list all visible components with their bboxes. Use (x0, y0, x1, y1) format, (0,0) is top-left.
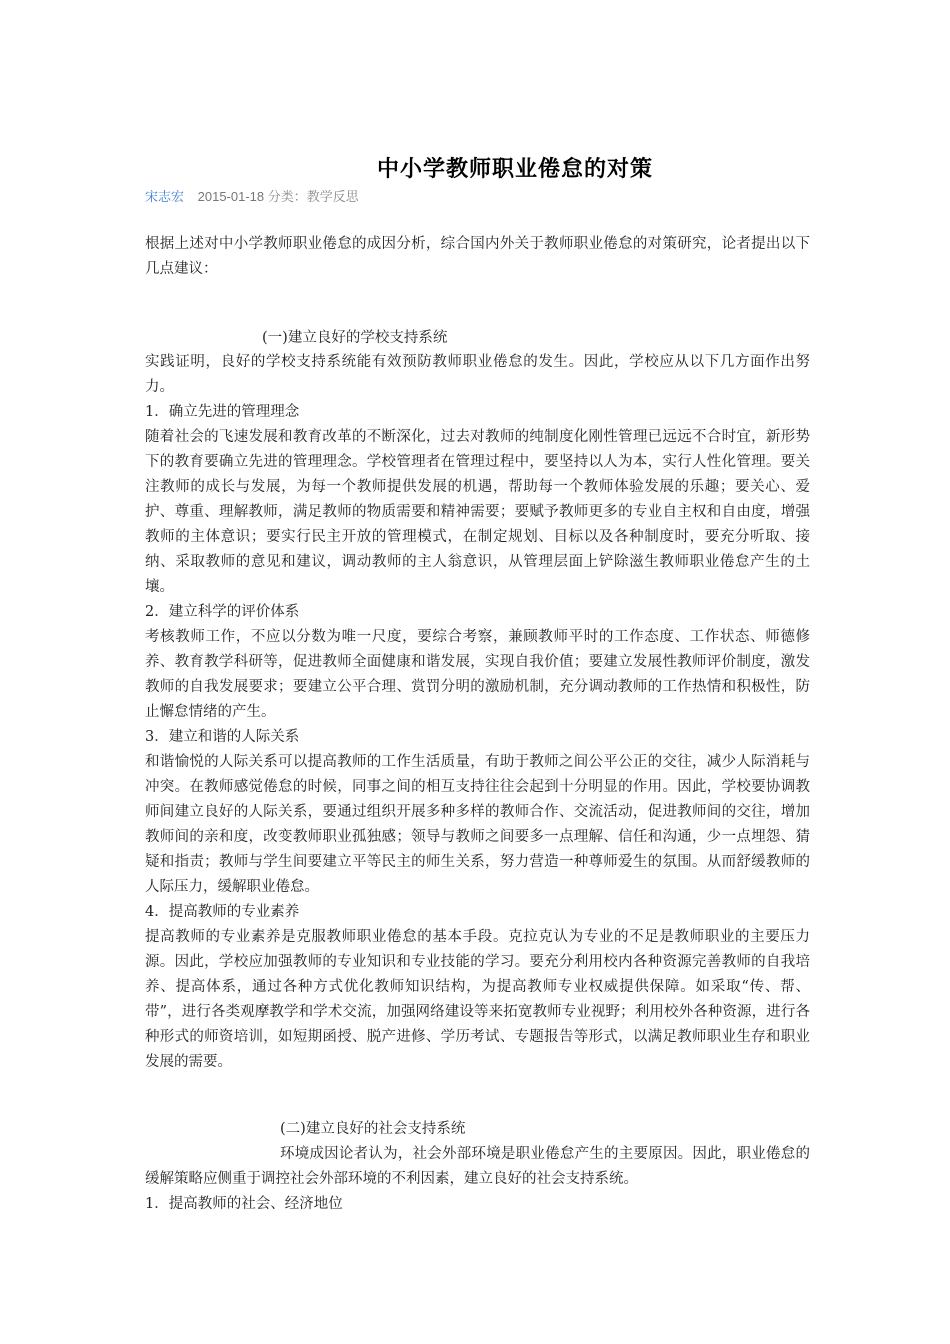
section1-lead: 实践证明，良好的学校支持系统能有效预防教师职业倦怠的发生。因此，学校应从以下几方面作出努力。 (145, 354, 810, 395)
item3-body: 和谐愉悦的人际关系可以提高教师的工作生活质量，有助于教师之间公平公正的交往，减少人际消耗与冲突。在教师感觉倦怠的时候，同事之间的相互支持往往会起到十分明显的作用。因此，学校要协调教师间建立良好的人际关系，要通过组织开展多种多样的教师合作、交流活动，促进教师间的交往，增加教师间的亲和度，改变教师职业孤独感；领导与教师之间要多一点理解、信任和沟通，少一点埋怨、猜疑和指责；教师与学生间要建立平等民主的师生关系，努力营造一种尊师爱生的氛围。从而舒缓教师的人际压力，缓解职业倦怠。 (145, 754, 810, 895)
author-link[interactable]: 宋志宏 (145, 189, 185, 204)
category-name[interactable]: 教学反思 (306, 189, 359, 204)
category-label: 分类： (267, 189, 307, 204)
section2-lead: 环境成因论者认为，社会外部环境是职业倦怠产生的主要原因。因此，职业倦怠的缓解策略应侧重于调控社会外部环境的不利因素，建立良好的社会支持系统。 (145, 1146, 810, 1187)
item4-title: 4．提高教师的专业素养 (145, 904, 300, 920)
article-meta (145, 186, 359, 205)
item1-title: 1．确立先进的管理理念 (145, 404, 300, 420)
item4-body: 提高教师的专业素养是克服教师职业倦怠的基本手段。克拉克认为专业的不足是教师职业的主要压力源。因此，学校应加强教师的专业知识和专业技能的学习。要充分利用校内各种资源完善教师的自我培养、提高体系，通过各种方式优化教师知识结构，为提高教师专业权威提供保障。如采取“传、帮、带”，进行各类观摩教学和学术交流，加强网络建设等来拓宽教师专业视野；利用校外各种资源，进行各种形式的师资培训，如短期函授、脱产进修、学历考试、专题报告等形式，以满足教师职业生存和职业发展的需要。 (145, 929, 810, 1070)
section1-heading: (一)建立良好的学校支持系统 (262, 330, 448, 346)
item1-body: 随着社会的飞速发展和教育改革的不断深化，过去对教师的纯制度化刚性管理已远远不合时宜，新形势下的教育要确立先进的管理理念。学校管理者在管理过程中，要坚持以人为本，实行人性化管理。要关注教师的成长与发展，为每一个教师提供发展的机遇，帮助每一个教师体验发展的乐趣；要关心、爱护、尊重、理解教师，满足教师的物质需要和精神需要；要赋予教师更多的专业自主权和自由度，增强教师的主体意识；要实行民主开放的管理模式，在制定规划、目标以及各种制度时，要充分听取、接纳、采取教师的意见和建议，调动教师的主人翁意识，从管理层面上铲除滋生教师职业倦怠产生的土壤。 (145, 429, 810, 595)
item2-title: 2．建立科学的评价体系 (145, 604, 300, 620)
item3-title: 3．建立和谐的人际关系 (145, 729, 300, 745)
section2-heading: (二)建立良好的社会支持系统 (280, 1121, 466, 1137)
post-date: 2015-01-18 (197, 189, 265, 204)
item2-body: 考核教师工作，不应以分数为唯一尺度，要综合考察，兼顾教师平时的工作态度、工作状态、师德修养、教育教学科研等，促进教师全面健康和谐发展，实现自我价值；要建立发展性教师评价制度，激发教师的自我发展要求；要建立公平合理、赏罚分明的激励机制，充分调动教师的工作热情和积极性，防止懈怠情绪的产生。 (145, 629, 810, 720)
page-title: 中小学教师职业倦怠的对策 (376, 157, 653, 182)
section2-item1-title: 1．提高教师的社会、经济地位 (145, 1196, 343, 1212)
intro-paragraph: 根据上述对中小学教师职业倦怠的成因分析，综合国内外关于教师职业倦怠的对策研究，论者提出以下几点建议： (145, 236, 810, 277)
